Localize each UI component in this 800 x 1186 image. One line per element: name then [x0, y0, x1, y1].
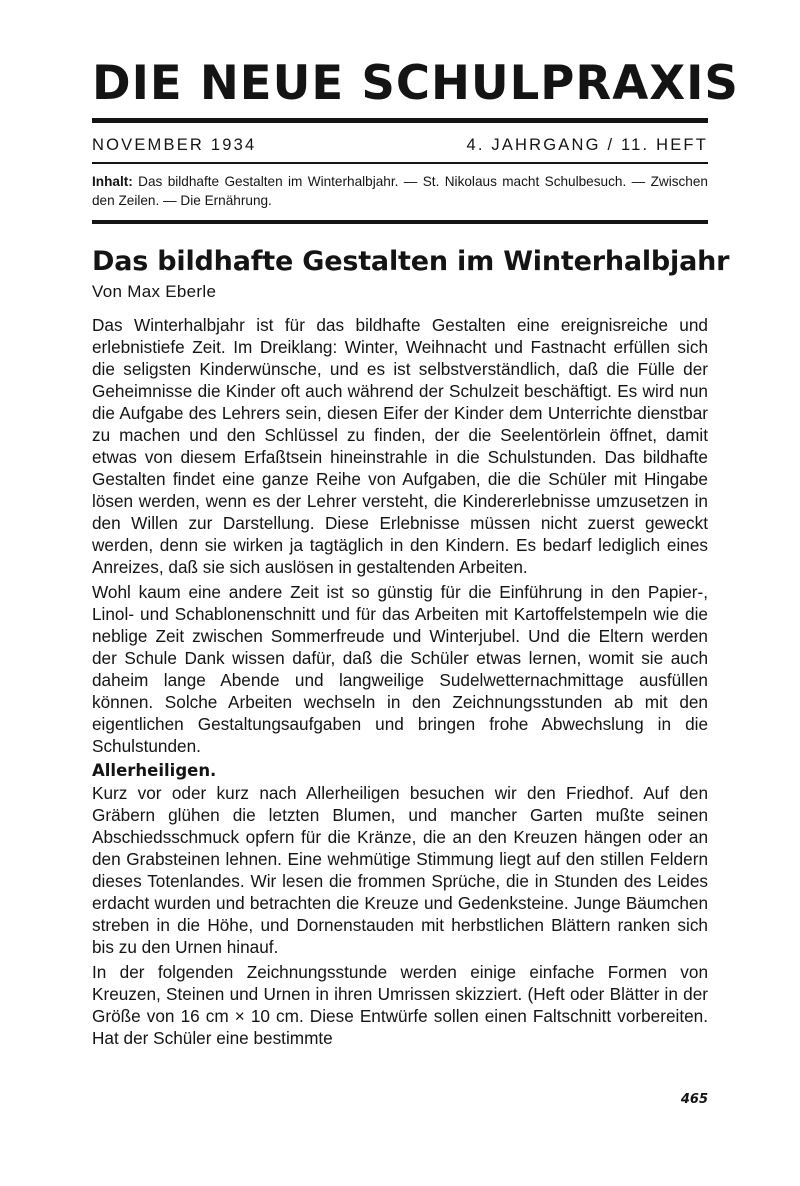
issue-volume: 4. JAHRGANG / 11. HEFT	[466, 136, 708, 154]
section-heading: Allerheiligen.	[92, 761, 217, 780]
issue-line	[92, 135, 708, 155]
table-of-contents	[92, 172, 708, 210]
article-byline: Von Max Eberle	[92, 282, 217, 301]
article-title: Das bildhafte Gestalten im Winterhalbjahr	[92, 246, 730, 277]
masthead-title: DIE NEUE SCHULPRAXIS	[92, 56, 739, 111]
section-paragraph: Kurz vor oder kurz nach Allerheiligen besuchen wir den Friedhof. Auf den Gräbern glühen die letzten Blumen, und mancher Garten mußte seinen Abschiedsschmuck opfern für die Kränze, die an den Kreuzen hängen oder an den Grabsteinen lehnen. Eine wehmütige Stimmung liegt auf den stillen Feldern dieses Totenlandes. Wir lesen die frommen Sprüche, die in Stunden des Leides erdacht wurden und betrachten die Kreuze und Gedenksteine. Junge Bäumchen streben in die Höhe, und Dornenstauden mit herbstlichen Blättern ranken sich bis zu den Urnen hinauf.	[92, 783, 708, 957]
section-paragraph: In der folgenden Zeichnungsstunde werden einige einfache Formen von Kreuzen, Steinen und Urnen in ihren Umrissen skizziert. (Heft oder Blätter in der Größe von 16 cm × 10 cm. Diese Entwürfe sollen einen Faltschnitt vorbereiten. Hat der Schüler eine bestimmte	[92, 962, 708, 1048]
masthead-rule	[92, 118, 708, 123]
contents-label: Inhalt:	[92, 174, 133, 189]
page-number: 465	[680, 1092, 708, 1107]
issue-rule	[92, 162, 708, 164]
contents-text: Das bildhafte Gestalten im Winterhalbjahr. — St. Nikolaus macht Schulbesuch. — Zwischen den Zeilen. — Die Ernährung.	[92, 174, 708, 208]
article-paragraph: Wohl kaum eine andere Zeit ist so günstig für die Einführung in den Papier-, Linol- und Schablonenschnitt und für das Arbeiten mit Kartoffelstempeln wie die neblige Zeit zwischen Sommerfreude und Winterjubel. Und die Eltern werden der Schule Dank wissen dafür, daß die Schüler etwas lernen, womit sie auch daheim lange Abende und langweilige Sudelwetternachmittage ausfüllen können. Solche Arbeiten wechseln in den Zeichnungsstunden ab mit den eigentlichen Gestaltungsaufgaben und bringen frohe Abwechslung in die Schulstunden.	[92, 582, 708, 756]
journal-page	[92, 56, 739, 1049]
article-paragraph: Das Winterhalbjahr ist für das bildhafte Gestalten eine ereignisreiche und erlebnistiefe Zeit. Im Dreiklang: Winter, Weihnacht und Fastnacht erfüllen sich die seligsten Kinderwünsche, und es ist selbstverständlich, daß die Fülle der Geheimnisse die Kinder oft auch während der Schulzeit beschäftigt. Es wird nun die Aufgabe des Lehrers sein, diesen Eifer der Kinder dem Unterrichte dienstbar zu machen und den Schlüssel zu finden, der die Seelentörlein öffnet, damit etwas von diesem Erfaßtsein hineinstrahle in die Schulstunden. Das bildhafte Gestalten findet eine ganze Reihe von Aufgaben, die die Schüler mit Hingabe lösen werden, wenn es der Lehrer versteht, die Kindererlebnisse umzusetzen in den Willen zur Darstellung. Diese Erlebnisse müssen nicht zuerst geweckt werden, denn sie wirken ja tagtäglich in den Kindern. Es bedarf lediglich eines Anreizes, daß sie sich auslösen in gestaltenden Arbeiten.	[92, 315, 708, 577]
contents-rule	[92, 220, 708, 224]
issue-date: NOVEMBER 1934	[92, 136, 257, 154]
